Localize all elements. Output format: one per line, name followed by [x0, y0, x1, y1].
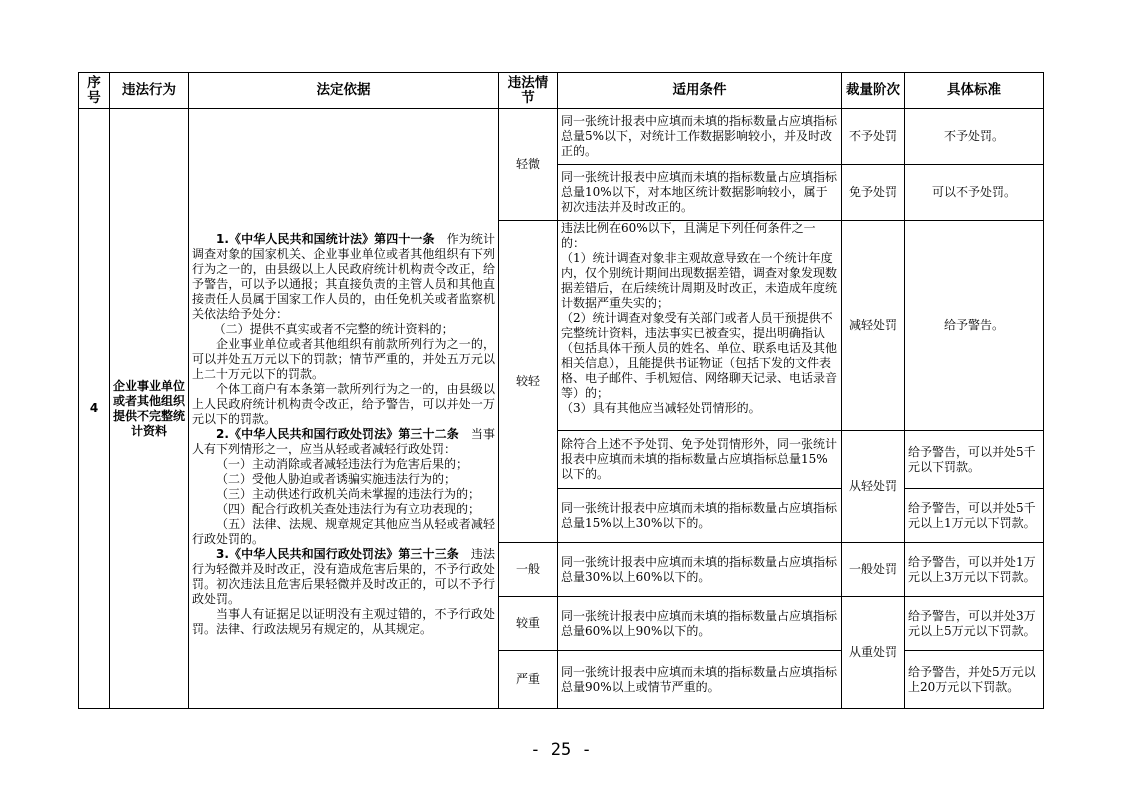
row-index: 4 [79, 109, 110, 709]
basis-para-7: （二）受他人胁迫或者诱骗实施违法行为的； [216, 472, 457, 486]
condition-line: 违法比例在60%以下，且满足下列任何条件之一的： [561, 221, 816, 250]
level-cell: 不予处罚 [842, 109, 905, 165]
legal-basis [189, 109, 499, 709]
header-index: 序号 [79, 73, 110, 109]
condition-line: （1）统计调查对象非主观故意导致在一个统计年度内，仅个别统计期间出现数据差错，调查对象发现数据差错后，在后续统计周期及时改正，未造成年度统计数据严重失实的； [561, 251, 838, 310]
header-row [79, 73, 1044, 109]
severity-general: 一般 [499, 543, 558, 597]
header-basis: 法定依据 [189, 73, 499, 109]
severity-minor: 轻微 [499, 109, 558, 221]
condition-cell: 同一张统计报表中应填而未填的指标数量占应填指标总量90%以上或情节严重的。 [558, 651, 842, 709]
condition-line: （3）具有其他应当减轻处罚情形的。 [561, 401, 761, 415]
standard-cell: 给予警告，可以并处5千元以上1万元以下罚款。 [905, 489, 1044, 543]
condition-cell: 同一张统计报表中应填而未填的指标数量占应填指标总量10%以下，对本地区统计数据影响较小，属于初次违法并及时改正的。 [558, 165, 842, 221]
table-row [79, 109, 1044, 165]
basis-para-3: 企业事业单位或者其他组织有前款所列行为之一的，可以并处五万元以下的罚款；情节严重的，并处五万元以上二十万元以下的罚款。 [192, 337, 495, 381]
violation-name: 企业事业单位或者其他组织提供不完整统计资料 [110, 109, 189, 709]
basis-para-8: （三）主动供述行政机关尚未掌握的违法行为的； [216, 487, 481, 501]
severity-severe: 严重 [499, 651, 558, 709]
severity-lighter: 较轻 [499, 221, 558, 543]
severity-heavier: 较重 [499, 597, 558, 651]
condition-cell: 同一张统计报表中应填而未填的指标数量占应填指标总量5%以下，对统计工作数据影响较小，并及时改正的。 [558, 109, 842, 165]
standard-cell: 给予警告，可以并处3万元以上5万元以下罚款。 [905, 597, 1044, 651]
condition-cell [558, 221, 842, 431]
penalty-table [78, 72, 1044, 709]
header-standard: 具体标准 [905, 73, 1044, 109]
basis-para-6: （一）主动消除或者减轻违法行为危害后果的； [216, 457, 469, 471]
header-level: 裁量阶次 [842, 73, 905, 109]
standard-cell: 不予处罚。 [905, 109, 1044, 165]
level-cell: 从重处罚 [842, 597, 905, 709]
header-severity: 违法情节 [499, 73, 558, 109]
condition-cell: 同一张统计报表中应填而未填的指标数量占应填指标总量15%以上30%以下的。 [558, 489, 842, 543]
basis-para-1: 1.《中华人民共和国统计法》第四十一条 作为统计调查对象的国家机关、企业事业单位或者其他组织有下列行为之一的，由县级以上人民政府统计机构责令改正，给予警告，可以予以通报；其直接负责的主管人员和其他直接责任人员属于国家工作人员的，由任免机关或者监察机关依法给予处分： [192, 232, 495, 321]
condition-cell: 同一张统计报表中应填而未填的指标数量占应填指标总量30%以上60%以下的。 [558, 543, 842, 597]
basis-para-5: 2.《中华人民共和国行政处罚法》第三十二条 当事人有下列情形之一，应当从轻或者减轻行政处罚： [192, 427, 495, 456]
standard-cell: 给予警告，可以并处1万元以上3万元以下罚款。 [905, 543, 1044, 597]
level-cell: 免予处罚 [842, 165, 905, 221]
condition-cell: 除符合上述不予处罚、免予处罚情形外，同一张统计报表中应填而未填的指标数量占应填指标总量15%以下的。 [558, 431, 842, 489]
standard-cell: 给予警告，可以并处5千元以下罚款。 [905, 431, 1044, 489]
page-number: - 25 - [530, 740, 592, 760]
basis-para-10: （五）法律、法规、规章规定其他应当从轻或者减轻行政处罚的。 [192, 517, 495, 546]
level-cell: 从轻处罚 [842, 431, 905, 543]
basis-para-4: 个体工商户有本条第一款所列行为之一的，由县级以上人民政府统计机构责令改正，给予警告，可以并处一万元以下的罚款。 [192, 382, 495, 426]
standard-cell: 给予警告。 [905, 221, 1044, 431]
header-condition: 适用条件 [558, 73, 842, 109]
basis-para-2: （二）提供不真实或者不完整的统计资料的； [213, 322, 454, 336]
level-cell: 一般处罚 [842, 543, 905, 597]
basis-para-12: 当事人有证据足以证明没有主观过错的，不予行政处罚。法律、行政法规另有规定的，从其规定。 [192, 607, 495, 636]
standard-cell: 可以不予处罚。 [905, 165, 1044, 221]
standard-cell: 给予警告，并处5万元以上20万元以下罚款。 [905, 651, 1044, 709]
basis-para-9: （四）配合行政机关查处违法行为有立功表现的； [216, 502, 481, 516]
basis-para-11: 3.《中华人民共和国行政处罚法》第三十三条 违法行为轻微并及时改正，没有造成危害后果的，不予行政处罚。初次违法且危害后果轻微并及时改正的，可以不予行政处罚。 [192, 547, 495, 606]
condition-line: （2）统计调查对象受有关部门或者人员干预提供不完整统计资料，违法事实已被查实，提出明确指认（包括具体干预人员的姓名、单位、联系电话及其他相关信息），且能提供书证物证（包括下发的文件表格、电子邮件、手机短信、网络聊天记录、电话录音等）的； [561, 311, 838, 400]
header-violation: 违法行为 [110, 73, 189, 109]
level-cell: 减轻处罚 [842, 221, 905, 431]
condition-cell: 同一张统计报表中应填而未填的指标数量占应填指标总量60%以上90%以下的。 [558, 597, 842, 651]
